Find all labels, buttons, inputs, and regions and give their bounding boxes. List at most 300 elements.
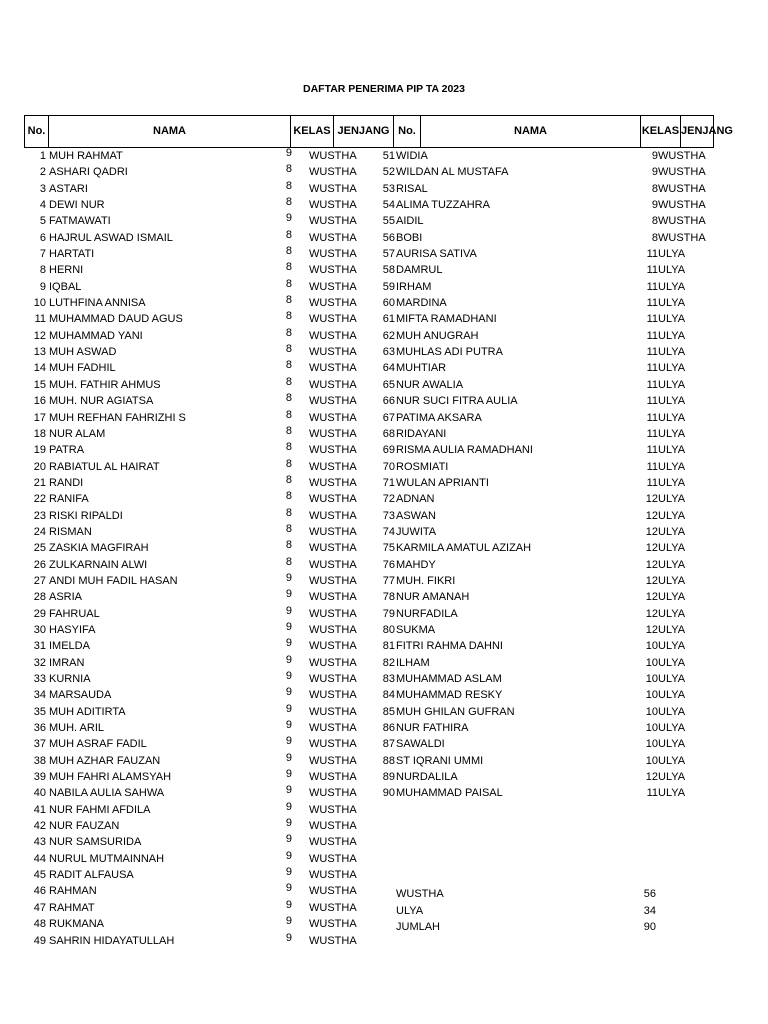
row-jenjang: WUSTHA: [309, 411, 357, 424]
row-kelas: 9: [285, 653, 292, 666]
table-row: [368, 344, 714, 360]
row-kelas: 11: [646, 444, 658, 457]
row-nama: HASYIFA: [49, 623, 96, 636]
row-no: 58: [382, 264, 395, 277]
row-no: 51: [382, 150, 395, 162]
row-jenjang: WUSTHA: [309, 313, 357, 326]
table-row: [0, 638, 368, 654]
row-nama: SAHRIN HIDAYATULLAH: [49, 934, 175, 947]
row-jenjang: ULYA: [658, 542, 686, 555]
row-no: 17: [33, 411, 46, 424]
row-nama: ASTARI: [49, 182, 88, 195]
row-no: 74: [382, 525, 395, 538]
row-jenjang: ULYA: [658, 689, 686, 702]
row-jenjang: WUSTHA: [658, 150, 706, 162]
table-row: [0, 344, 368, 360]
row-no: 11: [34, 313, 46, 326]
row-kelas: 9: [285, 817, 292, 830]
row-jenjang: WUSTHA: [309, 199, 357, 212]
row-kelas: 8: [285, 277, 292, 290]
summary-label: WUSTHA: [396, 888, 444, 900]
row-kelas: 9: [651, 199, 658, 212]
row-jenjang: ULYA: [658, 558, 686, 571]
row-no: 16: [33, 395, 46, 408]
row-kelas: 8: [285, 359, 292, 372]
row-no: 7: [39, 248, 46, 261]
row-nama: MUH ANUGRAH: [396, 329, 479, 342]
row-no: 65: [382, 378, 395, 391]
summary-value: 90: [643, 921, 656, 933]
row-nama: RABIATUL AL HAIRAT: [49, 460, 160, 473]
row-kelas: 8: [285, 392, 292, 405]
row-no: 38: [33, 754, 46, 767]
row-jenjang: WUSTHA: [309, 558, 357, 571]
row-kelas: 12: [645, 607, 658, 620]
table-row: [0, 197, 368, 213]
row-no: 14: [33, 362, 46, 375]
table-row: [0, 606, 368, 622]
row-nama: MUH REFHAN FAHRIZHI S: [49, 411, 186, 424]
row-jenjang: WUSTHA: [309, 705, 357, 718]
row-no: 25: [33, 542, 46, 555]
table-row: [0, 295, 368, 311]
row-kelas: 8: [285, 326, 292, 339]
row-nama: MUH FADHIL: [49, 362, 116, 375]
row-kelas: 9: [285, 212, 292, 225]
row-kelas: 8: [285, 310, 292, 323]
row-no: 26: [33, 558, 46, 571]
table-row: [368, 360, 714, 376]
row-nama: WULAN APRIANTI: [396, 476, 489, 489]
row-jenjang: WUSTHA: [309, 885, 357, 898]
row-jenjang: ULYA: [658, 264, 686, 277]
row-nama: FITRI RAHMA DAHNI: [396, 640, 503, 653]
row-jenjang: ULYA: [658, 329, 686, 342]
row-no: 54: [382, 199, 395, 212]
row-nama: ALIMA TUZZAHRA: [396, 199, 490, 212]
summary-label: JUMLAH: [396, 921, 441, 933]
row-no: 56: [382, 231, 395, 244]
row-kelas: 11: [646, 297, 658, 310]
row-nama: RISMA AULIA RAMADHANI: [396, 444, 533, 457]
row-no: 37: [33, 738, 46, 751]
row-nama: NURUL MUTMAINNAH: [49, 852, 165, 865]
row-kelas: 8: [285, 294, 292, 307]
row-jenjang: ULYA: [658, 623, 686, 636]
row-nama: NUR FAUZAN: [49, 820, 120, 833]
row-no: 5: [39, 215, 46, 228]
row-no: 28: [33, 591, 46, 604]
row-jenjang: WUSTHA: [309, 460, 357, 473]
row-no: 78: [382, 591, 395, 604]
row-jenjang: WUSTHA: [309, 836, 357, 849]
table-row: [0, 802, 368, 818]
row-no: 23: [33, 509, 46, 522]
row-no: 34: [33, 689, 46, 702]
row-jenjang: WUSTHA: [658, 231, 706, 244]
row-nama: NUR ALAM: [49, 427, 106, 440]
row-no: 59: [382, 280, 395, 293]
row-jenjang: ULYA: [658, 673, 686, 685]
row-jenjang: ULYA: [658, 509, 686, 522]
row-kelas: 9: [285, 571, 292, 584]
row-no: 68: [382, 427, 395, 440]
row-nama: RISKI RIPALDI: [49, 509, 123, 522]
row-kelas: 12: [645, 558, 658, 571]
table-row: [0, 360, 368, 376]
table-row: [0, 933, 368, 949]
row-no: 57: [382, 248, 395, 261]
row-kelas: 9: [285, 751, 292, 764]
row-nama: RANIFA: [49, 493, 89, 506]
row-no: 71: [382, 476, 395, 489]
row-nama: WIDIA: [396, 150, 428, 162]
table-row: [368, 295, 714, 311]
row-jenjang: WUSTHA: [309, 444, 357, 457]
header-no: No.: [27, 125, 46, 137]
row-kelas: 12: [645, 493, 658, 506]
row-nama: DAMRUL: [396, 264, 443, 277]
row-kelas: 8: [285, 457, 292, 470]
row-nama: ZULKARNAIN ALWI: [49, 558, 148, 571]
row-jenjang: WUSTHA: [309, 362, 357, 375]
row-jenjang: ULYA: [658, 591, 686, 604]
table-row: [0, 181, 368, 197]
row-kelas: 9: [285, 588, 292, 601]
row-kelas: 9: [285, 931, 292, 944]
row-no: 82: [382, 656, 395, 669]
row-jenjang: ULYA: [658, 411, 686, 424]
table-row: [368, 442, 714, 458]
row-nama: MAHDY: [396, 558, 436, 571]
table-row: [0, 491, 368, 507]
row-no: 8: [39, 264, 46, 277]
row-no: 88: [382, 754, 395, 767]
row-nama: DEWI NUR: [49, 199, 105, 212]
row-no: 36: [33, 722, 46, 735]
row-nama: MUH RAHMAT: [49, 150, 123, 162]
row-nama: HARTATI: [49, 248, 95, 261]
row-nama: SUKMA: [396, 623, 436, 636]
row-jenjang: ULYA: [658, 722, 686, 735]
row-no: 43: [33, 836, 46, 849]
row-no: 87: [382, 738, 395, 751]
row-nama: RADIT ALFAUSA: [49, 869, 134, 882]
row-nama: RANDI: [49, 476, 84, 489]
row-jenjang: WUSTHA: [309, 869, 357, 882]
row-nama: PATRA: [49, 444, 85, 457]
row-no: 69: [382, 444, 395, 457]
row-nama: NURDALILA: [396, 771, 458, 784]
row-jenjang: WUSTHA: [309, 901, 357, 914]
row-kelas: 11: [646, 329, 658, 342]
row-nama: NURFADILA: [396, 607, 458, 620]
table-row: [0, 867, 368, 883]
row-kelas: 10: [645, 705, 658, 718]
row-kelas: 8: [285, 473, 292, 486]
summary-row: [396, 886, 658, 903]
table-row: [0, 377, 368, 393]
table-row: [0, 164, 368, 180]
row-jenjang: WUSTHA: [309, 509, 357, 522]
table-row: [368, 736, 714, 752]
row-jenjang: ULYA: [658, 787, 686, 800]
row-kelas: 8: [285, 522, 292, 535]
table-row: [368, 246, 714, 262]
row-kelas: 11: [646, 411, 658, 424]
row-jenjang: ULYA: [658, 280, 686, 293]
header-nama: NAMA: [48, 116, 290, 147]
row-kelas: 10: [645, 656, 658, 669]
row-kelas: 8: [651, 215, 658, 228]
row-nama: KURNIA: [49, 673, 91, 685]
row-nama: FATMAWATI: [49, 215, 111, 228]
row-nama: ROSMIATI: [396, 460, 449, 473]
row-nama: MUHLAS ADI PUTRA: [396, 346, 503, 359]
row-kelas: 9: [285, 784, 292, 797]
table-row: [0, 459, 368, 475]
table-row: [368, 279, 714, 295]
table-row: [0, 720, 368, 736]
row-kelas: 9: [651, 150, 658, 162]
row-jenjang: ULYA: [658, 738, 686, 751]
table-row: [368, 181, 714, 197]
row-no: 84: [382, 689, 395, 702]
row-nama: IMRAN: [49, 656, 85, 669]
row-nama: RIDAYANI: [396, 427, 447, 440]
row-no: 44: [33, 852, 46, 865]
row-kelas: 9: [285, 882, 292, 895]
row-nama: ASWAN: [396, 509, 436, 522]
row-kelas: 9: [285, 686, 292, 699]
table-row: [368, 393, 714, 409]
row-no: 33: [33, 673, 46, 685]
header-nama-2: NAMA: [420, 116, 640, 147]
row-nama: RAHMAN: [49, 885, 97, 898]
row-nama: NUR AWALIA: [396, 378, 464, 391]
row-nama: IQBAL: [49, 280, 82, 293]
row-kelas: 12: [645, 574, 658, 587]
row-kelas: 9: [285, 702, 292, 715]
row-jenjang: WUSTHA: [309, 591, 357, 604]
table-row: [0, 655, 368, 671]
row-jenjang: WUSTHA: [309, 918, 357, 931]
row-no: 3: [39, 182, 46, 195]
row-nama: NUR SUCI FITRA AULIA: [396, 395, 518, 408]
row-jenjang: ULYA: [658, 362, 686, 375]
row-no: 19: [33, 444, 46, 457]
row-kelas: 9: [285, 915, 292, 928]
row-no: 63: [382, 346, 395, 359]
row-nama: ANDI MUH FADIL HASAN: [49, 574, 178, 587]
row-no: 30: [33, 623, 46, 636]
table-row: [0, 834, 368, 850]
row-jenjang: WUSTHA: [309, 215, 357, 228]
row-jenjang: WUSTHA: [309, 803, 357, 816]
row-kelas: 8: [285, 343, 292, 356]
row-no: 61: [382, 313, 395, 326]
table-row: [368, 213, 714, 229]
table-row: [0, 753, 368, 769]
row-jenjang: WUSTHA: [309, 329, 357, 342]
row-jenjang: ULYA: [658, 607, 686, 620]
row-nama: MUH AZHAR FAUZAN: [49, 754, 161, 767]
row-no: 70: [382, 460, 395, 473]
table-row: [0, 671, 368, 687]
row-no: 81: [382, 640, 395, 653]
row-kelas: 11: [646, 280, 658, 293]
row-nama: AURISA SATIVA: [396, 248, 477, 261]
row-kelas: 9: [285, 849, 292, 862]
table-row: [0, 524, 368, 540]
table-row: [368, 148, 714, 164]
header-kelas: KELAS: [290, 116, 333, 147]
row-kelas: 9: [285, 768, 292, 781]
row-no: 49: [33, 934, 46, 947]
row-kelas: 10: [645, 754, 658, 767]
row-kelas: 9: [285, 898, 292, 911]
row-jenjang: WUSTHA: [309, 231, 357, 244]
row-no: 79: [382, 607, 395, 620]
table-row: [368, 671, 714, 687]
row-nama: MUH GHILAN GUFRAN: [396, 705, 515, 718]
row-nama: MARSAUDA: [49, 689, 112, 702]
table-row: [0, 557, 368, 573]
table-row: [368, 753, 714, 769]
row-kelas: 11: [646, 248, 658, 261]
table-row: [0, 262, 368, 278]
table-row: [0, 769, 368, 785]
row-jenjang: ULYA: [658, 640, 686, 653]
row-no: 13: [33, 346, 46, 359]
row-jenjang: WUSTHA: [309, 525, 357, 538]
row-kelas: 10: [645, 722, 658, 735]
row-kelas: 8: [285, 261, 292, 274]
row-no: 52: [382, 166, 395, 179]
row-no: 29: [33, 607, 46, 620]
row-jenjang: WUSTHA: [309, 689, 357, 702]
table-row: [0, 508, 368, 524]
row-kelas: 12: [645, 542, 658, 555]
header-kelas-2: KELAS: [640, 116, 680, 147]
table-row: [0, 736, 368, 752]
row-no: 85: [382, 705, 395, 718]
table-row: [368, 164, 714, 180]
row-kelas: 9: [651, 166, 658, 179]
table-row: [368, 606, 714, 622]
row-no: 18: [33, 427, 46, 440]
row-jenjang: WUSTHA: [309, 722, 357, 735]
row-kelas: 9: [285, 866, 292, 879]
table-row: [368, 491, 714, 507]
row-kelas: 8: [285, 490, 292, 503]
row-no: 12: [33, 329, 46, 342]
row-jenjang: ULYA: [658, 705, 686, 718]
row-nama: IMELDA: [49, 640, 90, 653]
row-jenjang: WUSTHA: [309, 395, 357, 408]
row-jenjang: ULYA: [658, 493, 686, 506]
row-kelas: 12: [645, 623, 658, 636]
row-kelas: 11: [646, 313, 658, 326]
row-no: 6: [39, 231, 46, 244]
row-kelas: 11: [646, 787, 658, 800]
table-row: [368, 311, 714, 327]
table-row: [0, 573, 368, 589]
row-kelas: 8: [285, 245, 292, 258]
row-jenjang: WUSTHA: [309, 248, 357, 261]
row-nama: MUHAMMAD DAUD AGUS: [49, 313, 183, 326]
row-jenjang: ULYA: [658, 656, 686, 669]
row-nama: RUKMANA: [49, 918, 105, 931]
table-row: [368, 589, 714, 605]
row-jenjang: WUSTHA: [309, 771, 357, 784]
row-jenjang: WUSTHA: [309, 150, 357, 162]
row-jenjang: WUSTHA: [309, 493, 357, 506]
table-row: [368, 410, 714, 426]
row-no: 4: [39, 199, 46, 212]
row-kelas: 10: [645, 673, 658, 685]
document-title: DAFTAR PENERIMA PIP TA 2023: [302, 83, 465, 95]
row-nama: ZASKIA MAGFIRAH: [49, 542, 149, 555]
table-row: [368, 475, 714, 491]
row-jenjang: WUSTHA: [658, 215, 706, 228]
table-row: [0, 687, 368, 703]
row-nama: IRHAM: [396, 280, 432, 293]
row-no: 75: [382, 542, 395, 555]
row-kelas: 8: [285, 228, 292, 241]
row-jenjang: WUSTHA: [309, 934, 357, 947]
header-jenjang-2: JENJANG: [680, 116, 713, 147]
row-nama: MUH FAHRI ALAMSYAH: [49, 771, 172, 784]
table-row: [368, 508, 714, 524]
row-nama: NUR FATHIRA: [396, 722, 469, 735]
row-nama: SAWALDI: [396, 738, 445, 751]
row-no: 42: [33, 820, 46, 833]
row-no: 72: [382, 493, 395, 506]
table-row: [368, 426, 714, 442]
row-no: 32: [33, 656, 46, 669]
row-no: 77: [382, 574, 395, 587]
table-row: [0, 704, 368, 720]
row-nama: KARMILA AMATUL AZIZAH: [396, 542, 532, 555]
row-nama: RISAL: [396, 182, 428, 195]
row-kelas: 11: [646, 362, 658, 375]
row-jenjang: ULYA: [658, 754, 686, 767]
row-kelas: 12: [645, 591, 658, 604]
row-no: 2: [39, 166, 46, 179]
row-kelas: 11: [646, 460, 658, 473]
row-nama: MIFTA RAMADHANI: [396, 313, 497, 326]
row-jenjang: WUSTHA: [309, 378, 357, 391]
table-row: [368, 524, 714, 540]
table-row: [0, 900, 368, 916]
row-no: 48: [33, 918, 46, 931]
row-kelas: 11: [646, 395, 658, 408]
row-jenjang: WUSTHA: [309, 623, 357, 636]
row-nama: FAHRUAL: [49, 607, 100, 620]
row-kelas: 12: [645, 771, 658, 784]
table-row: [0, 622, 368, 638]
row-jenjang: WUSTHA: [309, 182, 357, 195]
row-kelas: 11: [646, 476, 658, 489]
table-row: [0, 410, 368, 426]
row-jenjang: WUSTHA: [309, 166, 357, 179]
table-row: [0, 246, 368, 262]
table-row: [0, 589, 368, 605]
row-kelas: 8: [651, 182, 658, 195]
row-kelas: 8: [285, 555, 292, 568]
row-no: 60: [382, 297, 395, 310]
